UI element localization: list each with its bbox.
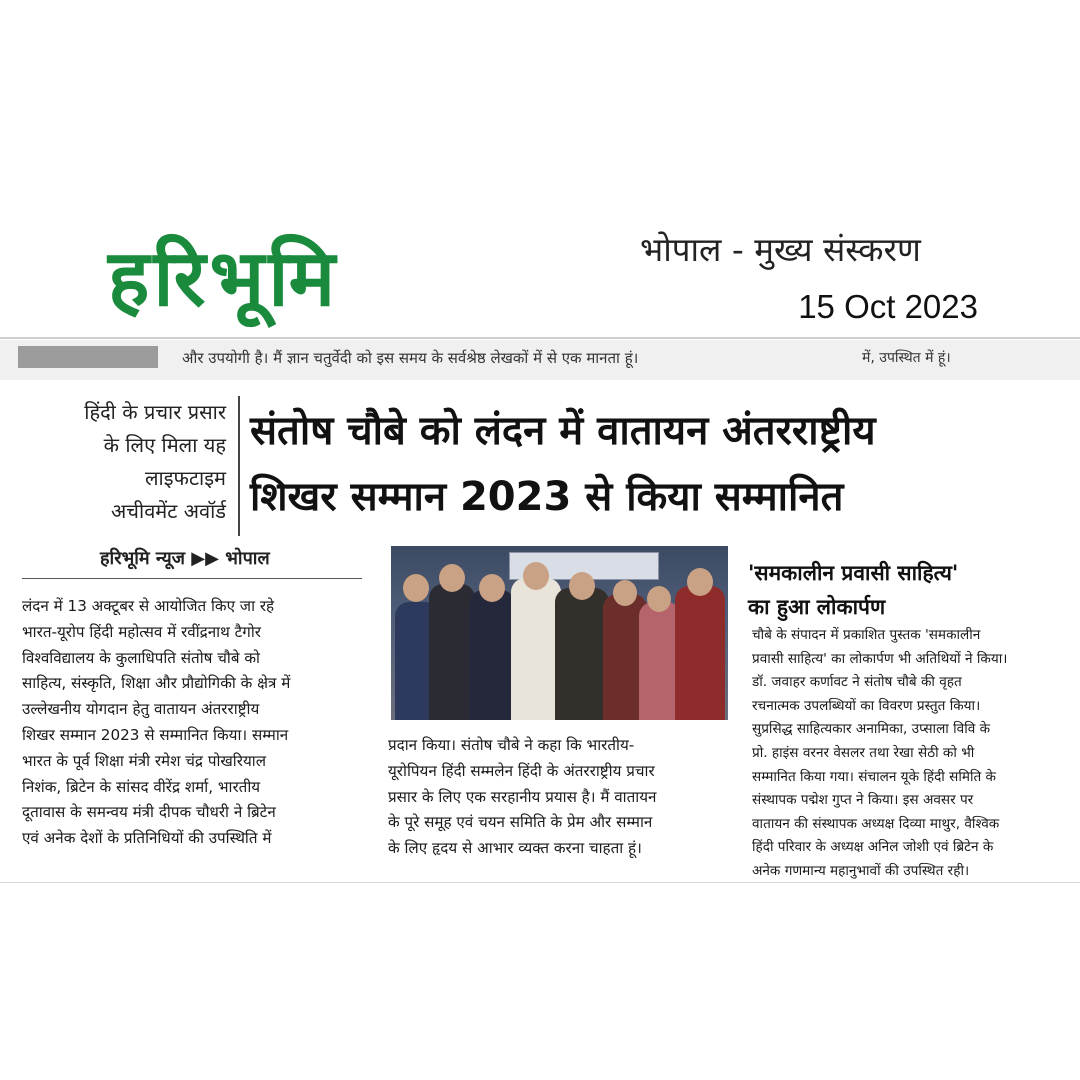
person-head [569,572,595,600]
text-line: सम्मानित किया गया। संचालन यूके हिंदी समिति के [752,768,996,785]
masthead-divider [0,337,1080,339]
byline-divider [22,578,362,579]
text-line: यूरोपियन हिंदी सम्मलेन हिंदी के अंतरराष्ट्रीय प्रचार [388,761,655,780]
text-line: दूतावास के समन्वय मंत्री दीपक चौधरी ने ब्रिटेन [22,803,276,822]
text-line: चौबे के संपादन में प्रकाशित पुस्तक 'समकालीन [752,627,981,643]
text-line: भारत-यूरोप हिंदी महोत्सव में रवींद्रनाथ टैगोर [22,622,261,641]
text-line: हिंदी परिवार के अध्यक्ष अनिल जोशी एवं ब्रिटेन के [752,839,994,856]
text-line: प्रसार के लिए एक सरहानीय प्रयास है। मैं वातायन [388,787,657,806]
text-line: निशंक, ब्रिटेन के सांसद वीरेंद्र शर्मा, भारतीय [22,777,261,796]
article-column-3 [752,624,1052,884]
event-photo [391,546,728,720]
strip-graphic [18,346,158,368]
person-head [523,562,549,590]
text-line: शिखर सम्मान 2023 से सम्मानित किया। सम्मान [22,725,289,744]
person-figure [511,578,561,720]
byline: हरिभूमि न्यूज ▶▶ भोपाल [100,548,270,569]
subheading-line: का हुआ लोकार्पण [748,595,886,619]
text-line: प्रो. हाइंस वरनर वेसलर तथा रेखा सेठी को भी [752,744,975,761]
person-figure [469,590,515,720]
kicker-line: के लिए मिला यह [103,433,226,457]
text-line: उल्लेखनीय योगदान हेतु वातायन अंतरराष्ट्रीय [22,700,260,719]
text-line: भारत के पूर्व शिक्षा मंत्री रमेश चंद्र पोखरियाल [22,751,266,770]
text-line: वातायन की संस्थापक अध्यक्ष दिव्या माथुर, वैश्विक [752,815,1000,832]
text-line: सुप्रसिद्ध साहित्यकार अनामिका, उप्साला विवि के [752,721,991,738]
text-line: डॉ. जवाहर कर्णावट ने संतोष चौबे की वृहत [752,674,962,691]
text-line: के लिए हृदय से आभार व्यक्त करना चाहता हूं। [388,839,642,858]
text-line: लंदन में 13 अक्टूबर से आयोजित किए जा रहे [22,597,275,615]
headline-line: संतोष चौबे को लंदन में वातायन अंतरराष्ट्रीय [250,408,876,454]
text-line: प्रवासी साहित्य' का लोकार्पण भी अतिथियों ने किया। [752,650,1008,667]
text-line: के पूरे समूह एवं चयन समिति के प्रेम और सम्मान [388,813,653,832]
article-column-2 [388,733,726,862]
publication-date: 15 Oct 2023 [798,288,978,325]
article-column-1 [22,594,364,852]
previous-article-strip [0,340,1080,380]
clipping-bottom-divider [0,882,1080,883]
strip-right-text: में, उपस्थित में हूं। [862,350,951,366]
kicker-line: हिंदी के प्रचार प्रसार [84,400,226,424]
headline-line: शिखर सम्मान 2023 से किया सम्मानित [250,474,844,520]
text-line: संस्थापक पद्मेश गुप्त ने किया। इस अवसर पर [752,792,974,809]
person-head [647,586,671,612]
headline [250,398,1060,530]
edition-label: भोपाल - मुख्य संस्करण [640,230,921,269]
newspaper-logo: हरिभूमि [108,234,340,324]
subheading [748,556,1068,624]
text-line: साहित्य, संस्कृति, शिक्षा और प्रौद्योगिकी के क्षेत्र में [22,674,291,693]
person-figure [675,586,725,720]
person-head [687,568,713,596]
person-head [403,574,429,602]
text-line: प्रदान किया। संतोष चौबे ने कहा कि भारतीय- [388,736,635,754]
text-line: विश्वविद्यालय के कुलाधिपति संतोष चौबे को [22,648,260,667]
person-head [439,564,465,592]
person-head [613,580,637,606]
strip-text: और उपयोगी है। मैं ज्ञान चतुर्वेदी को इस समय के सर्वश्रेष्ठ लेखकों में से एक मानता हूं। [182,349,639,367]
person-head [479,574,505,602]
text-line: रचनात्मक उपलब्धियों का विवरण प्रस्तुत किया। [752,697,981,714]
subheading-line: 'समकालीन प्रवासी साहित्य' [748,561,959,585]
kicker-line: लाइफटाइम [144,466,226,490]
text-line: एवं अनेक देशों के प्रतिनिधियों की उपस्थिति में [22,829,272,848]
kicker-box [22,396,240,536]
person-figure [555,588,609,720]
kicker-line: अचीवमेंट अवॉर्ड [111,499,226,523]
text-line: अनेक गणमान्य महानुभावों की उपस्थित रही। [752,862,970,879]
